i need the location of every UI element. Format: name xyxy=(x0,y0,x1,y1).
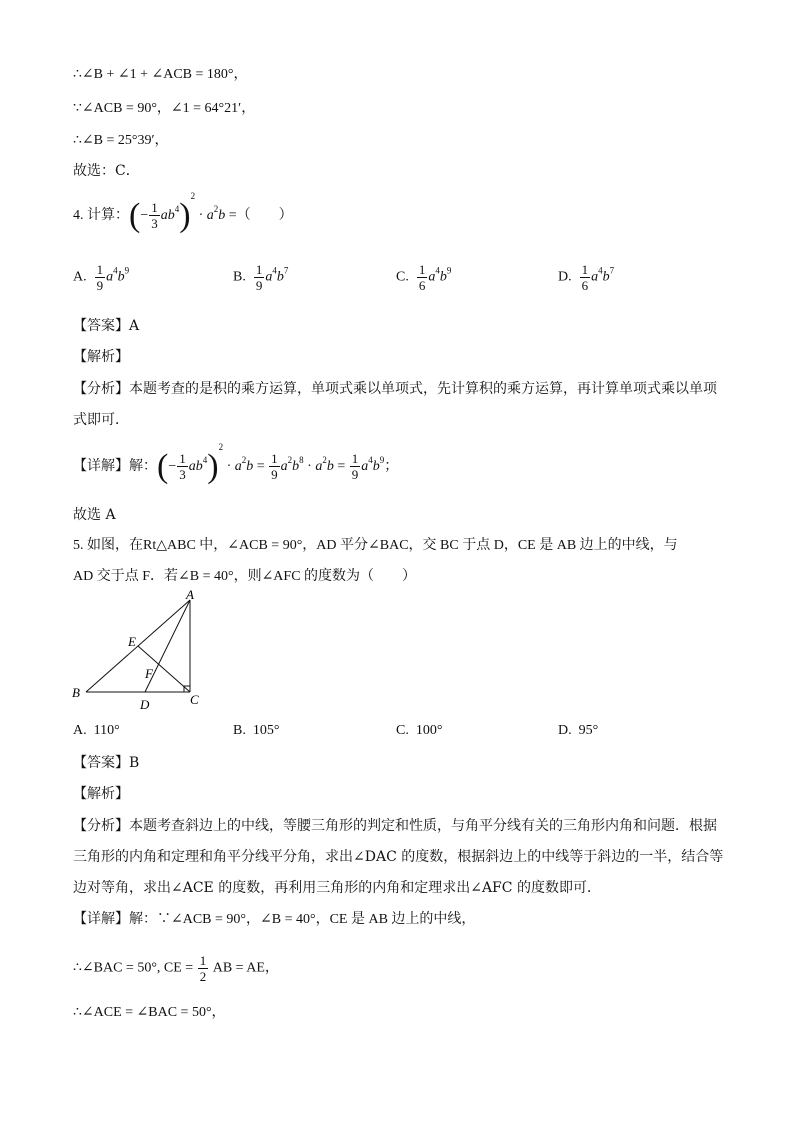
q4-stem: 4. 计算：(− $\frac{1}{3}$ $ab^4)^2 \cdot a^2b$ =（ ） xyxy=(73,191,293,234)
q5-analysis-3: 边对等角，求出∠ACE 的度数，再利用三角形的内角和定理求出∠AFC 的度数即可． xyxy=(73,880,601,896)
intro-line-1: ∴∠B + ∠1 + ∠ACB = 180°， xyxy=(73,67,248,82)
q5-option-b[interactable]: B. 105° xyxy=(233,723,280,738)
q4-choose: 故选 A xyxy=(73,507,116,523)
q5-option-d[interactable]: D. 95° xyxy=(558,723,599,738)
q4-stem-prefix: 4. 计算： xyxy=(73,208,129,223)
label-e: E xyxy=(128,634,136,649)
q5-jiexi: 【解析】 xyxy=(73,786,129,802)
q4-detail: 【详解】解：(− $\frac{1}{3}$ $ab^4)^2 \cdot a^2b$ = $\frac{1}{9}$ $a^2b^8 \cdot a^2b$ = $\frac{1}{9}$ $a^4b^9$； xyxy=(73,442,399,485)
label-c: C xyxy=(190,692,199,707)
q4-analysis-1: 【分析】本题考查的是积的乘方运算，单项式乘以单项式，先计算积的乘方运算，再计算单项式乘以单项 xyxy=(73,381,717,397)
q5-stem-2: AD 交于点 F．若∠B = 40°，则∠AFC 的度数为（ ） xyxy=(73,569,417,584)
label-f: F xyxy=(145,666,153,681)
intro-line-3: ∴∠B = 25°39′， xyxy=(73,133,169,148)
q4-option-a[interactable]: A. $\frac{1}{9}$ $a^4b^9$ xyxy=(73,262,130,293)
q5-detail-1: 【详解】解：∵∠ACB = 90°，∠B = 40°，CE 是 AB 边上的中线， xyxy=(73,912,476,927)
intro-line-4: 故选：C． xyxy=(73,163,140,179)
q5-answer: 【答案】B xyxy=(73,755,140,771)
q5-analysis-1: 【分析】本题考查斜边上的中线，等腰三角形的判定和性质，与角平分线有关的三角形内角和问题．根据 xyxy=(73,818,717,834)
label-b: B xyxy=(72,685,80,700)
label-a: A xyxy=(186,590,194,602)
q4-option-b[interactable]: B. $\frac{1}{9}$ $a^4b^7$ xyxy=(233,262,289,293)
q5-stem-1: 5. 如图，在Rt△ABC 中，∠ACB = 90°，AD 平分∠BAC，交 BC 于点 D，CE 是 AB 边上的中线，与 xyxy=(73,538,678,553)
q5-detail-2: ∴∠BAC = 50°, CE = $\frac{1}{2}$ AB = AE， xyxy=(73,953,279,984)
q4-detail-label: 【详解】解： xyxy=(73,459,157,474)
q4-stem-suffix: =（ ） xyxy=(228,208,293,223)
q5-option-c[interactable]: C. 100° xyxy=(396,723,443,738)
q4-jiexi: 【解析】 xyxy=(73,349,129,365)
q4-option-d[interactable]: D. $\frac{1}{6}$ $a^4b^7$ xyxy=(558,262,615,293)
q4-answer: 【答案】A xyxy=(73,318,140,334)
q5-detail-3: ∴∠ACE = ∠BAC = 50°， xyxy=(73,1005,226,1020)
q5-triangle-figure xyxy=(66,590,216,715)
q4-analysis-2: 式即可． xyxy=(73,412,129,428)
q5-analysis-2: 三角形的内角和定理和角平分线平分角，求出∠DAC 的度数，根据斜边上的中线等于斜边的一半，结合等 xyxy=(73,849,724,865)
intro-line-2: ∵∠ACB = 90°，∠1 = 64°21′， xyxy=(73,101,256,116)
q4-option-c[interactable]: C. $\frac{1}{6}$ $a^4b^9$ xyxy=(396,262,452,293)
label-d: D xyxy=(140,697,150,712)
q5-option-a[interactable]: A. 110° xyxy=(73,723,120,738)
